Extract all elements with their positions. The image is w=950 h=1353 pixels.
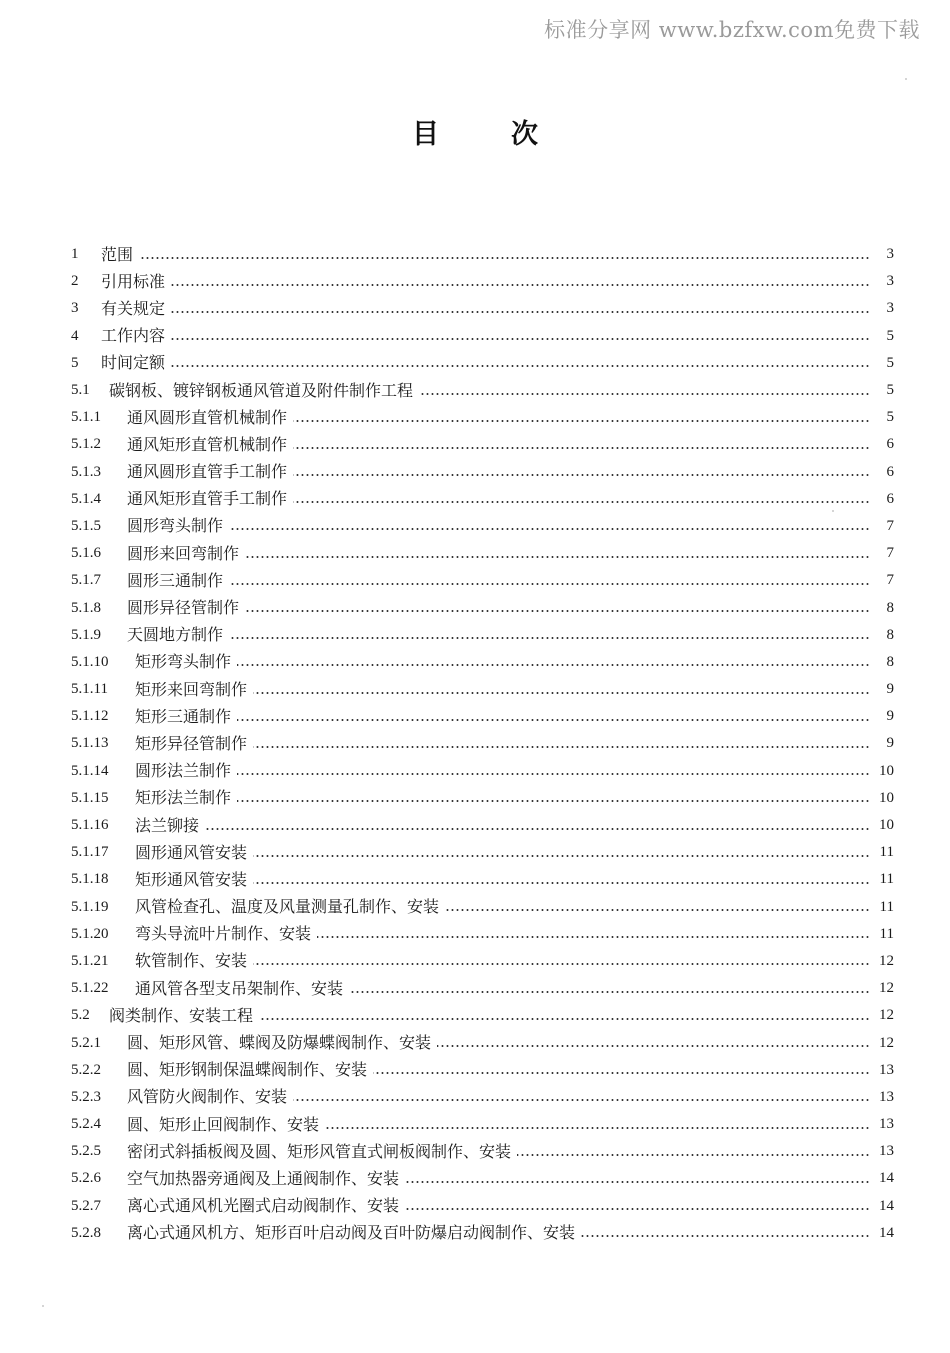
toc-entry-title: 工作内容 [101, 326, 166, 346]
toc-entry-number: 5.2.6 [71, 1170, 101, 1187]
toc-entry-page: 12 [879, 1007, 894, 1024]
toc-entry [71, 594, 894, 621]
toc-entry-title: 圆形来回弯制作 [127, 543, 240, 563]
toc-entry-number: 5.1.14 [71, 762, 109, 779]
toc-entry [71, 486, 894, 513]
toc-entry-title: 通风矩形直管机械制作 [127, 434, 288, 454]
toc-entry-number: 5.2.2 [71, 1061, 101, 1078]
toc-entry-number: 2 [71, 273, 79, 290]
toc-entry-page: 12 [879, 980, 894, 997]
toc-entry [71, 730, 894, 757]
toc-entry-number: 5.1.13 [71, 735, 109, 752]
toc-dot-leader [517, 1154, 870, 1156]
toc-dot-leader [245, 556, 870, 558]
toc-entry-page: 14 [879, 1224, 894, 1241]
toc-dot-leader [405, 1208, 870, 1210]
toc-dot-leader [245, 610, 870, 612]
toc-dot-leader [317, 936, 870, 938]
toc-entry [71, 975, 894, 1002]
toc-entry-title: 圆形弯头制作 [127, 516, 224, 536]
toc-dot-leader [253, 746, 870, 748]
toc-entry-page: 9 [886, 681, 894, 698]
toc-entry-page: 5 [886, 327, 894, 344]
toc-entry-page: 14 [879, 1170, 894, 1187]
toc-entry-title: 通风圆形直管机械制作 [127, 407, 288, 427]
toc-entry [71, 894, 894, 921]
toc-entry-title: 矩形通风管安装 [135, 869, 248, 889]
toc-dot-leader [293, 474, 870, 476]
toc-entry-number: 3 [71, 300, 79, 317]
toc-entry-title: 离心式通风机方、矩形百叶启动阀及百叶防爆启动阀制作、安装 [127, 1223, 576, 1243]
toc-dot-leader [293, 1099, 870, 1101]
toc-entry [71, 1165, 894, 1192]
toc-dot-leader [253, 963, 870, 965]
toc-entry-page: 11 [879, 898, 894, 915]
toc-entry [71, 866, 894, 893]
scan-speck [832, 510, 834, 512]
toc-entry-title: 软管制作、安装 [135, 951, 248, 971]
toc-dot-leader [349, 991, 870, 993]
toc-entry-page: 5 [886, 354, 894, 371]
toc-entry [71, 1111, 894, 1138]
toc-entry-number: 5.1.21 [71, 952, 109, 969]
toc-entry [71, 377, 894, 404]
toc-entry-page: 12 [879, 952, 894, 969]
toc-entry [71, 323, 894, 350]
toc-entry-title: 通风矩形直管手工制作 [127, 489, 288, 509]
toc-entry [71, 758, 894, 785]
toc-entry-title: 矩形三通制作 [135, 706, 232, 726]
toc-entry-number: 5.2.7 [71, 1197, 101, 1214]
toc-dot-leader [581, 1235, 870, 1237]
toc-entry-number: 5.2 [71, 1007, 90, 1024]
toc-entry-page: 8 [886, 599, 894, 616]
toc-entry-title: 时间定额 [101, 353, 166, 373]
toc-entry-number: 5.1.10 [71, 653, 109, 670]
toc-entry-title: 风管防火阀制作、安装 [127, 1087, 288, 1107]
toc-entry-number: 5.1.7 [71, 572, 101, 589]
toc-entry-title: 通风圆形直管手工制作 [127, 462, 288, 482]
toc-entry-number: 5.2.4 [71, 1116, 101, 1133]
toc-entry-title: 矩形法兰制作 [135, 788, 232, 808]
toc-entry [71, 839, 894, 866]
toc-entry-title: 矩形异径管制作 [135, 733, 248, 753]
toc-entry-page: 6 [886, 490, 894, 507]
toc-entry-number: 5.1.20 [71, 925, 109, 942]
toc-dot-leader [259, 1018, 870, 1020]
toc-entry-page: 7 [886, 517, 894, 534]
toc-entry-title: 弯头导流叶片制作、安装 [135, 924, 312, 944]
toc-entry-number: 5.1.12 [71, 708, 109, 725]
toc-entry-page: 11 [879, 844, 894, 861]
toc-entry-title: 圆形三通制作 [127, 570, 224, 590]
toc-entry [71, 1084, 894, 1111]
toc-entry-title: 范围 [101, 244, 134, 264]
toc-entry-page: 11 [879, 925, 894, 942]
toc-entry [71, 1220, 894, 1247]
toc-dot-leader [293, 501, 870, 503]
toc-dot-leader [325, 1127, 870, 1129]
toc-entry-page: 6 [886, 436, 894, 453]
toc-entry-page: 10 [879, 762, 894, 779]
toc-entry-number: 5.1.16 [71, 817, 109, 834]
toc-entry-number: 5.1.22 [71, 980, 109, 997]
toc-entry-number: 5.2.1 [71, 1034, 101, 1051]
toc-entry-number: 5.1.5 [71, 517, 101, 534]
toc-entry-number: 5.1 [71, 382, 90, 399]
toc-dot-leader [293, 447, 870, 449]
toc-dot-leader [405, 1181, 870, 1183]
toc-dot-leader [229, 583, 870, 585]
toc-entry-title: 风管检查孔、温度及风量测量孔制作、安装 [135, 897, 440, 917]
toc-entry [71, 676, 894, 703]
toc-entry-title: 矩形弯头制作 [135, 652, 232, 672]
toc-entry [71, 295, 894, 322]
toc-dot-leader [171, 365, 870, 367]
toc-entry [71, 431, 894, 458]
toc-entry-number: 5.1.11 [71, 681, 108, 698]
toc-entry-number: 5.1.2 [71, 436, 101, 453]
toc-dot-leader [139, 257, 870, 259]
toc-entry-title: 法兰铆接 [135, 815, 200, 835]
toc-entry-page: 5 [886, 382, 894, 399]
page-title: 目次 [412, 119, 610, 150]
toc-entry-page: 9 [886, 735, 894, 752]
toc-entry-title: 密闭式斜插板阀及圆、矩形风管直式闸板阀制作、安装 [127, 1141, 512, 1161]
toc-entry-title: 碳钢板、镀锌钢板通风管道及附件制作工程 [109, 380, 414, 400]
toc-entry [71, 921, 894, 948]
toc-entry-page: 12 [879, 1034, 894, 1051]
toc-entry-title: 空气加热器旁通阀及上通阀制作、安装 [127, 1168, 400, 1188]
toc-entry-page: 5 [886, 409, 894, 426]
toc-entry-title: 圆形异径管制作 [127, 598, 240, 618]
toc-entry-page: 13 [879, 1143, 894, 1160]
toc-entry [71, 459, 894, 486]
toc-entry-title: 圆形通风管安装 [135, 842, 248, 862]
toc-dot-leader [237, 800, 870, 802]
toc-entry [71, 785, 894, 812]
toc-entry [71, 1002, 894, 1029]
toc-entry-title: 阀类制作、安装工程 [109, 1005, 254, 1025]
toc-entry-number: 5.1.1 [71, 409, 101, 426]
toc-entry-page: 6 [886, 463, 894, 480]
toc-entry-number: 5.1.19 [71, 898, 109, 915]
toc-dot-leader [437, 1045, 870, 1047]
scan-speck [905, 78, 907, 80]
toc-dot-leader [253, 692, 870, 694]
toc-entry-title: 圆、矩形钢制保温蝶阀制作、安装 [127, 1060, 368, 1080]
toc-entry-page: 13 [879, 1116, 894, 1133]
toc-entry [71, 1029, 894, 1056]
toc-entry-number: 4 [71, 327, 79, 344]
toc-entry-number: 5.1.8 [71, 599, 101, 616]
toc-entry [71, 812, 894, 839]
watermark-text: 标准分享网 www.bzfxw.com免费下载 [544, 18, 920, 42]
toc-entry-title: 矩形来回弯制作 [135, 679, 248, 699]
toc-entry [71, 622, 894, 649]
toc-entry-page: 10 [879, 817, 894, 834]
toc-entry-page: 11 [879, 871, 894, 888]
toc-entry-number: 5.2.8 [71, 1224, 101, 1241]
toc-dot-leader [229, 528, 870, 530]
toc-entry-title: 天圆地方制作 [127, 625, 224, 645]
toc-entry [71, 268, 894, 295]
toc-entry-page: 9 [886, 708, 894, 725]
toc-dot-leader [171, 311, 870, 313]
toc-entry-page: 8 [886, 626, 894, 643]
toc-entry-page: 7 [886, 545, 894, 562]
toc-entry-page: 3 [886, 246, 894, 263]
toc-dot-leader [237, 719, 870, 721]
toc-entry-number: 5.1.17 [71, 844, 109, 861]
toc-entry [71, 1057, 894, 1084]
toc-entry-number: 5.1.6 [71, 545, 101, 562]
toc-entry-number: 5.1.15 [71, 789, 109, 806]
toc-entry-title: 离心式通风机光圈式启动阀制作、安装 [127, 1196, 400, 1216]
toc-entry-page: 8 [886, 653, 894, 670]
toc-dot-leader [237, 664, 870, 666]
toc-dot-leader [293, 420, 870, 422]
toc-entry [71, 350, 894, 377]
toc-entry-number: 5.1.4 [71, 490, 101, 507]
toc-entry-page: 13 [879, 1061, 894, 1078]
toc-entry [71, 703, 894, 730]
toc-entry-page: 10 [879, 789, 894, 806]
toc-entry-number: 5.1.9 [71, 626, 101, 643]
toc-entry-title: 圆形法兰制作 [135, 761, 232, 781]
toc-dot-leader [445, 909, 870, 911]
toc-entry-page: 7 [886, 572, 894, 589]
toc-entry-number: 1 [71, 246, 79, 263]
toc-entry-number: 5.2.3 [71, 1088, 101, 1105]
toc-entry [71, 241, 894, 268]
toc-entry-number: 5 [71, 354, 79, 371]
toc-entry [71, 649, 894, 676]
toc-entry-page: 13 [879, 1088, 894, 1105]
toc-dot-leader [237, 773, 870, 775]
toc-entry-number: 5.2.5 [71, 1143, 101, 1160]
toc-dot-leader [253, 855, 870, 857]
toc-dot-leader [171, 338, 870, 340]
table-of-contents [71, 241, 894, 1247]
toc-entry [71, 948, 894, 975]
toc-dot-leader [171, 284, 870, 286]
toc-dot-leader [419, 393, 870, 395]
toc-entry-number: 5.1.3 [71, 463, 101, 480]
toc-entry-page: 14 [879, 1197, 894, 1214]
toc-dot-leader [229, 637, 870, 639]
toc-dot-leader [253, 882, 870, 884]
toc-entry-title: 圆、矩形止回阀制作、安装 [127, 1114, 320, 1134]
toc-entry [71, 1138, 894, 1165]
toc-entry-title: 通风管各型支吊架制作、安装 [135, 978, 344, 998]
toc-entry [71, 1193, 894, 1220]
scan-speck [42, 1305, 44, 1307]
toc-entry-title: 有关规定 [101, 298, 166, 318]
toc-entry-page: 3 [886, 300, 894, 317]
toc-entry [71, 567, 894, 594]
toc-entry [71, 513, 894, 540]
toc-dot-leader [205, 828, 870, 830]
toc-entry-page: 3 [886, 273, 894, 290]
toc-entry-title: 引用标准 [101, 271, 166, 291]
toc-entry [71, 540, 894, 567]
toc-entry-number: 5.1.18 [71, 871, 109, 888]
toc-entry-title: 圆、矩形风管、蝶阀及防爆蝶阀制作、安装 [127, 1033, 432, 1053]
toc-entry [71, 404, 894, 431]
toc-dot-leader [373, 1072, 870, 1074]
